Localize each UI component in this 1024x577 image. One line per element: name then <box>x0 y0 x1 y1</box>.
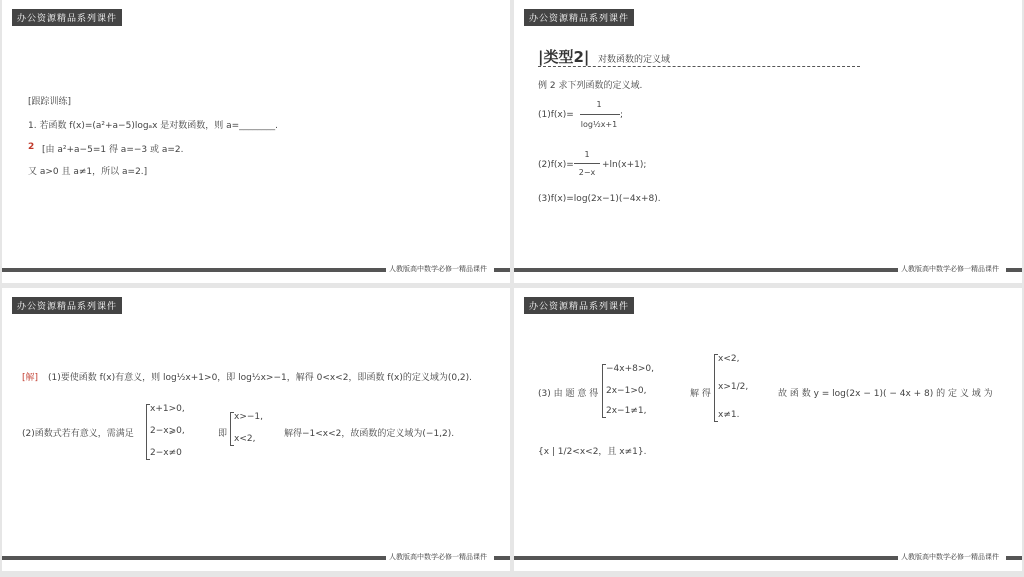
problem-1-left: (1)f(x)= <box>538 110 574 120</box>
footer-label: 人教版高中数学必修一精品课件 <box>386 264 490 274</box>
problem-1-numerator: 1 <box>596 100 602 109</box>
brand-label: 办公资源精品系列课件 <box>524 297 634 314</box>
jiede-label: 解 得 <box>690 389 711 399</box>
footer-bar-end <box>494 268 510 272</box>
tracking-tag: [跟踪训练] <box>28 97 72 107</box>
type-heading: |类型2| <box>538 48 590 66</box>
system-2-row-1: x<2, <box>718 354 740 364</box>
problem-1-fraction-bar <box>580 114 620 115</box>
answer-text-2: 又 a>0 且 a≠1，所以 a=2.] <box>28 167 148 177</box>
slide-4 <box>514 288 1022 571</box>
footer-bar-end <box>1006 556 1022 560</box>
footer-label: 人教版高中数学必修一精品课件 <box>898 552 1002 562</box>
footer-label: 人教版高中数学必修一精品课件 <box>386 552 490 562</box>
slide-3 <box>2 288 510 571</box>
solution-line-2-left: (2)函数式若有意义，需满足 <box>22 429 134 439</box>
brand-label: 办公资源精品系列课件 <box>524 9 634 26</box>
system-1-row-3: 2x−1≠1, <box>606 406 647 416</box>
problem-2-denominator: 2−x <box>578 168 596 177</box>
system-1-row-2: 2x−1>0, <box>606 386 647 396</box>
part3-right: 故 函 数 y = log(2x − 1)( − 4x + 8) 的 定 义 域 为 <box>778 389 993 399</box>
part3-left: (3) 由 题 意 得 <box>538 389 599 399</box>
system-1-row-1: −4x+8>0, <box>606 364 654 374</box>
problem-2-fraction-bar <box>574 163 600 164</box>
system-2-row-3: x≠1. <box>718 410 740 420</box>
problem-1-end: ; <box>620 110 624 120</box>
domain-set: {x | 1/2<x<2，且 x≠1}. <box>538 447 647 457</box>
example-2: 例 2 求下列函数的定义域. <box>538 81 643 91</box>
footer-bar-end <box>494 556 510 560</box>
footer-bar-end <box>1006 268 1022 272</box>
problem-2-numerator: 1 <box>584 150 590 159</box>
problem-1-denominator: log½x+1 <box>580 120 618 129</box>
system-2-row-2: x<2, <box>234 434 256 444</box>
heading-divider <box>538 66 860 67</box>
slide-1 <box>2 0 510 283</box>
type-heading-sub: 对数函数的定义域 <box>598 55 671 65</box>
system-2-row-2: x>1/2, <box>718 382 749 392</box>
problem-2-end: +ln(x+1); <box>602 160 647 170</box>
solution-line-1: (1)要使函数 f(x)有意义，则 log½x+1>0，即 log½x>−1，解得 0<x<2，即函数 f(x)的定义域为(0,2). <box>48 373 473 383</box>
system-1-row-1: x+1>0, <box>150 404 185 414</box>
solution-tag: [解] <box>22 373 39 383</box>
system-2-row-1: x>−1, <box>234 412 263 422</box>
problem-2-left: (2)f(x)= <box>538 160 574 170</box>
slide-2 <box>514 0 1022 283</box>
footer-label: 人教版高中数学必修一精品课件 <box>898 264 1002 274</box>
system-1-row-3: 2−x≠0 <box>150 448 182 458</box>
ji-label: 即 <box>218 429 228 439</box>
problem-3: (3)f(x)=log(2x−1)(−4x+8). <box>538 194 661 204</box>
brand-label: 办公资源精品系列课件 <box>12 297 122 314</box>
answer-text: [由 a²+a−5=1 得 a=−3 或 a=2. <box>42 145 184 155</box>
system-1-row-2: 2−x⩾0, <box>150 426 185 436</box>
question-1: 1. 若函数 f(x)=(a²+a−5)logₐx 是对数函数，则 a=________. <box>28 121 279 131</box>
brand-label: 办公资源精品系列课件 <box>12 9 122 26</box>
answer-number: 2 <box>28 142 35 152</box>
solution-line-2-right: 解得−1<x<2，故函数的定义域为(−1,2). <box>284 429 455 439</box>
